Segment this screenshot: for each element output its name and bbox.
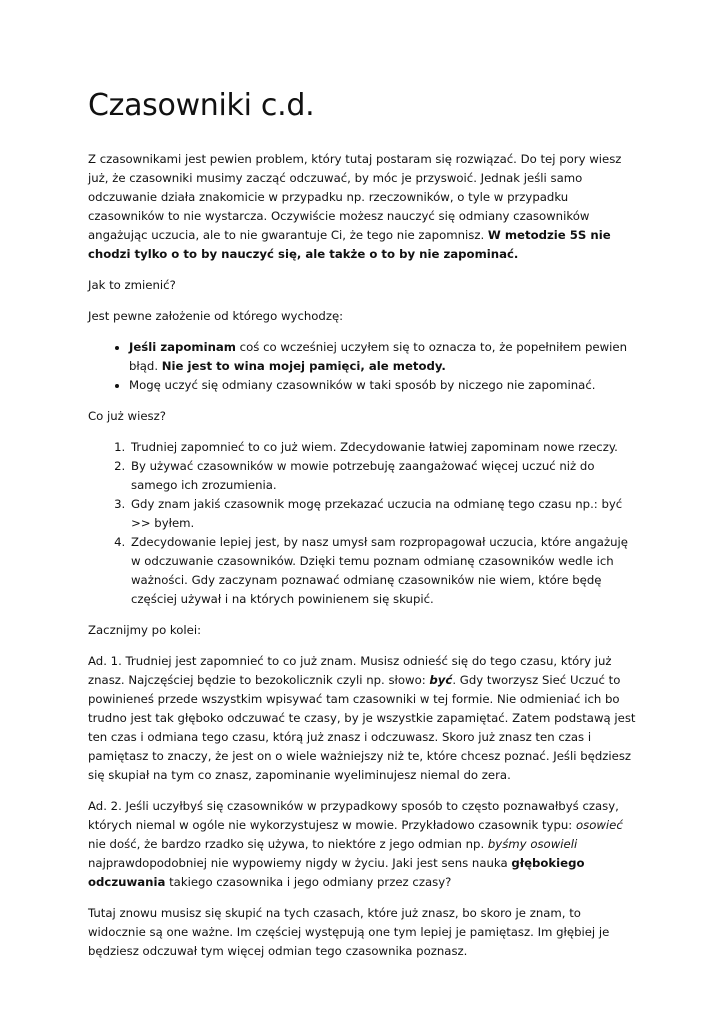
numbered-list bbox=[88, 438, 639, 609]
ad2-text-c: nie dość, że bardzo rzadko się używa, to niektóre z jego odmian np. bbox=[88, 837, 488, 851]
numbered-item: 4. Zdecydowanie lepiej jest, by nasz umysł sam rozpropagował uczucia, które angażuję w odczuwanie czasowników. Dzięki temu poznam odmianę czasowników wedle ich ważności. Gdy zaczynam poznawać odmianę czasowników nie wiem, które będę częściej używał i na których powinienem się skupić. bbox=[129, 533, 639, 609]
known-heading: Co już wiesz? bbox=[88, 409, 166, 423]
ad1-paragraph bbox=[88, 652, 639, 785]
ad1-text-a: Ad. 1. Trudniej jest zapomnieć to co już znam. Musisz odnieść się do tego czasu, który już znasz. Najczęściej będzie to bezokolicznik czyli np. słowo: bbox=[88, 654, 612, 687]
numbered-item: 3. Gdy znam jakiś czasownik mogę przekazać uczucia na odmianę tego czasu np.: być >> byłem. bbox=[129, 495, 639, 533]
intro-text: Z czasownikami jest pewien problem, który tutaj postaram się rozwiązać. Do tej pory wiesz już, że czasowniki musimy zacząć odczuwać, by móc je przyswoić. Jednak jeśli samo odczuwanie działa znakomicie w przypadku np. rzeczowników, o tyle w przypadku czasowników to nie wystarcza. Oczywiście możesz nauczyć się odmiany czasowników angażując uczucia, ale to nie gwarantuje Ci, że tego nie zapomnisz. bbox=[88, 152, 622, 242]
intro-paragraph bbox=[88, 150, 639, 264]
bullet-text: coś co wcześniej uczyłem się to oznacza to, że popełniłem pewien błąd. bbox=[129, 340, 628, 373]
ad1-text-c: . Gdy tworzysz Sieć Uczuć to powinieneś przede wszystkim wpisywać tam czasowniki w tej formie. Nie odmieniać ich bo trudno jest tak głęboko odczuwać te czasy, by je wszystkie zapamiętać. Zatem podstawą jest ten czas i odmiana tego czasu, którą już znasz i odczuwasz. Skoro już znasz ten czas i pamiętasz to znaczy, że jest on o wiele ważniejszy niż te, które chcesz poznać. Jeśli będziesz się skupiał na tym co znasz, zapominanie wyeliminujesz niemal do zera. bbox=[88, 673, 636, 782]
ad2-italic-word: osowieć bbox=[575, 818, 623, 832]
bullet-list bbox=[88, 338, 639, 395]
ad2-text-a: Ad. 2. Jeśli uczyłbyś się czasowników w przypadkowy sposób to często poznawałbyś czasy, których niemal w ogóle nie wykorzystujesz w mowie. Przykładowo czasownik typu: bbox=[88, 799, 619, 832]
ad2-paragraph bbox=[88, 797, 639, 892]
ad2-text-e: najprawdopodobniej nie wypowiemy nigdy w życiu. Jaki jest sens nauka bbox=[88, 856, 512, 870]
question-paragraph: Jak to zmienić? bbox=[88, 278, 176, 292]
final-paragraph: Tutaj znowu musisz się skupić na tych czasach, które już znasz, bo skoro je znam, to widocznie są one ważne. Im częściej występują one tym lepiej je pamiętasz. Im głębiej je będziesz odczuwał tym więcej odmian tego czasownika poznasz. bbox=[88, 906, 610, 958]
numbered-item: 1. Trudniej zapomnieć to co już wiem. Zdecydowanie łatwiej zapominam nowe rzeczy. bbox=[129, 438, 639, 457]
bullet-item bbox=[129, 338, 639, 376]
bullet-bold-lead: Jeśli zapominam bbox=[129, 340, 236, 354]
start-paragraph: Zacznijmy po kolei: bbox=[88, 623, 202, 637]
bullet-item: • Mogę uczyć się odmiany czasowników w taki sposób by niczego nie zapominać. bbox=[129, 376, 639, 395]
document-title: Czasowniki c.d. bbox=[88, 88, 315, 123]
ad2-bold-phrase: głębokiego odczuwania bbox=[88, 856, 585, 889]
ad2-text-g: takiego czasownika i jego odmiany przez czasy? bbox=[165, 875, 452, 889]
numbered-item: 2. By używać czasowników w mowie potrzebuję zaangażować więcej uczuć niż do samego ich zrozumienia. bbox=[129, 457, 639, 495]
bullet-bold-tail: Nie jest to wina mojej pamięci, ale metody. bbox=[161, 359, 446, 373]
intro-bold-text: W metodzie 5S nie chodzi tylko o to by nauczyć się, ale także o to by nie zapominać. bbox=[88, 228, 611, 261]
ad1-bold-italic-word: być bbox=[429, 673, 453, 687]
ad2-italic-phrase: byśmy osowieli bbox=[487, 837, 578, 851]
assumption-paragraph: Jest pewne założenie od którego wychodzę: bbox=[88, 309, 344, 323]
